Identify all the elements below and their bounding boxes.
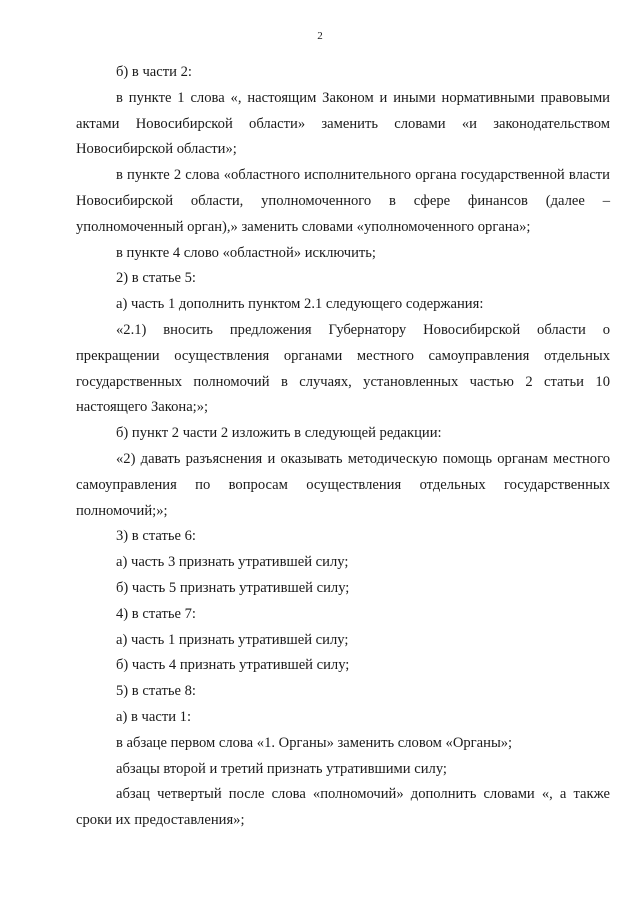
- paragraph-15: б) часть 4 признать утратившей силу;: [116, 657, 350, 674]
- paragraph-6: а) часть 1 дополнить пунктом 2.1 следующего содержания:: [116, 296, 484, 313]
- document-body: [76, 60, 610, 834]
- paragraph-20: абзац четвертый после слова «полномочий» дополнить словами «, а также сроки их предоставления»;: [76, 786, 610, 829]
- paragraph-17: а) в части 1:: [116, 708, 192, 725]
- paragraph-16: 5) в статье 8:: [116, 683, 196, 700]
- paragraph-2: в пункте 1 слова «, настоящим Законом и иными нормативными правовыми актами Новосибирской области» заменить словами «и законодательством Новосибирской области»;: [76, 89, 610, 158]
- paragraph-3: в пункте 2 слова «областного исполнительного органа государственной власти Новосибирской области, уполномоченного в сфере финансов (далее – уполномоченный орган),» заменить словами «уполномоченного органа»;: [76, 167, 610, 235]
- paragraph-1: б) в части 2:: [116, 64, 192, 80]
- paragraph-14: а) часть 1 признать утратившей силу;: [116, 631, 349, 648]
- page-number: 2: [317, 30, 323, 42]
- paragraph-8: б) пункт 2 части 2 изложить в следующей редакции:: [116, 425, 442, 442]
- paragraph-4: в пункте 4 слово «областной» исключить;: [116, 244, 376, 261]
- paragraph-11: а) часть 3 признать утратившей силу;: [116, 554, 349, 571]
- paragraph-19: абзацы второй и третий признать утратившими силу;: [116, 760, 447, 777]
- paragraph-7: «2.1) вносить предложения Губернатору Новосибирской области о прекращении осуществления органами местного самоуправления отдельных государственных полномочий в случаях, установленных частью 2 статьи 10 настоящего Закона;»;: [76, 321, 610, 416]
- paragraph-12: б) часть 5 признать утратившей силу;: [116, 579, 350, 596]
- paragraph-5: 2) в статье 5:: [116, 270, 196, 287]
- paragraph-9: «2) давать разъяснения и оказывать методическую помощь органам местного самоуправления по вопросам осуществления отдельных государственных полномочий;»;: [76, 450, 610, 519]
- paragraph-10: 3) в статье 6:: [116, 528, 196, 545]
- paragraph-13: 4) в статье 7:: [116, 605, 196, 622]
- paragraph-18: в абзаце первом слова «1. Органы» заменить словом «Органы»;: [116, 734, 513, 751]
